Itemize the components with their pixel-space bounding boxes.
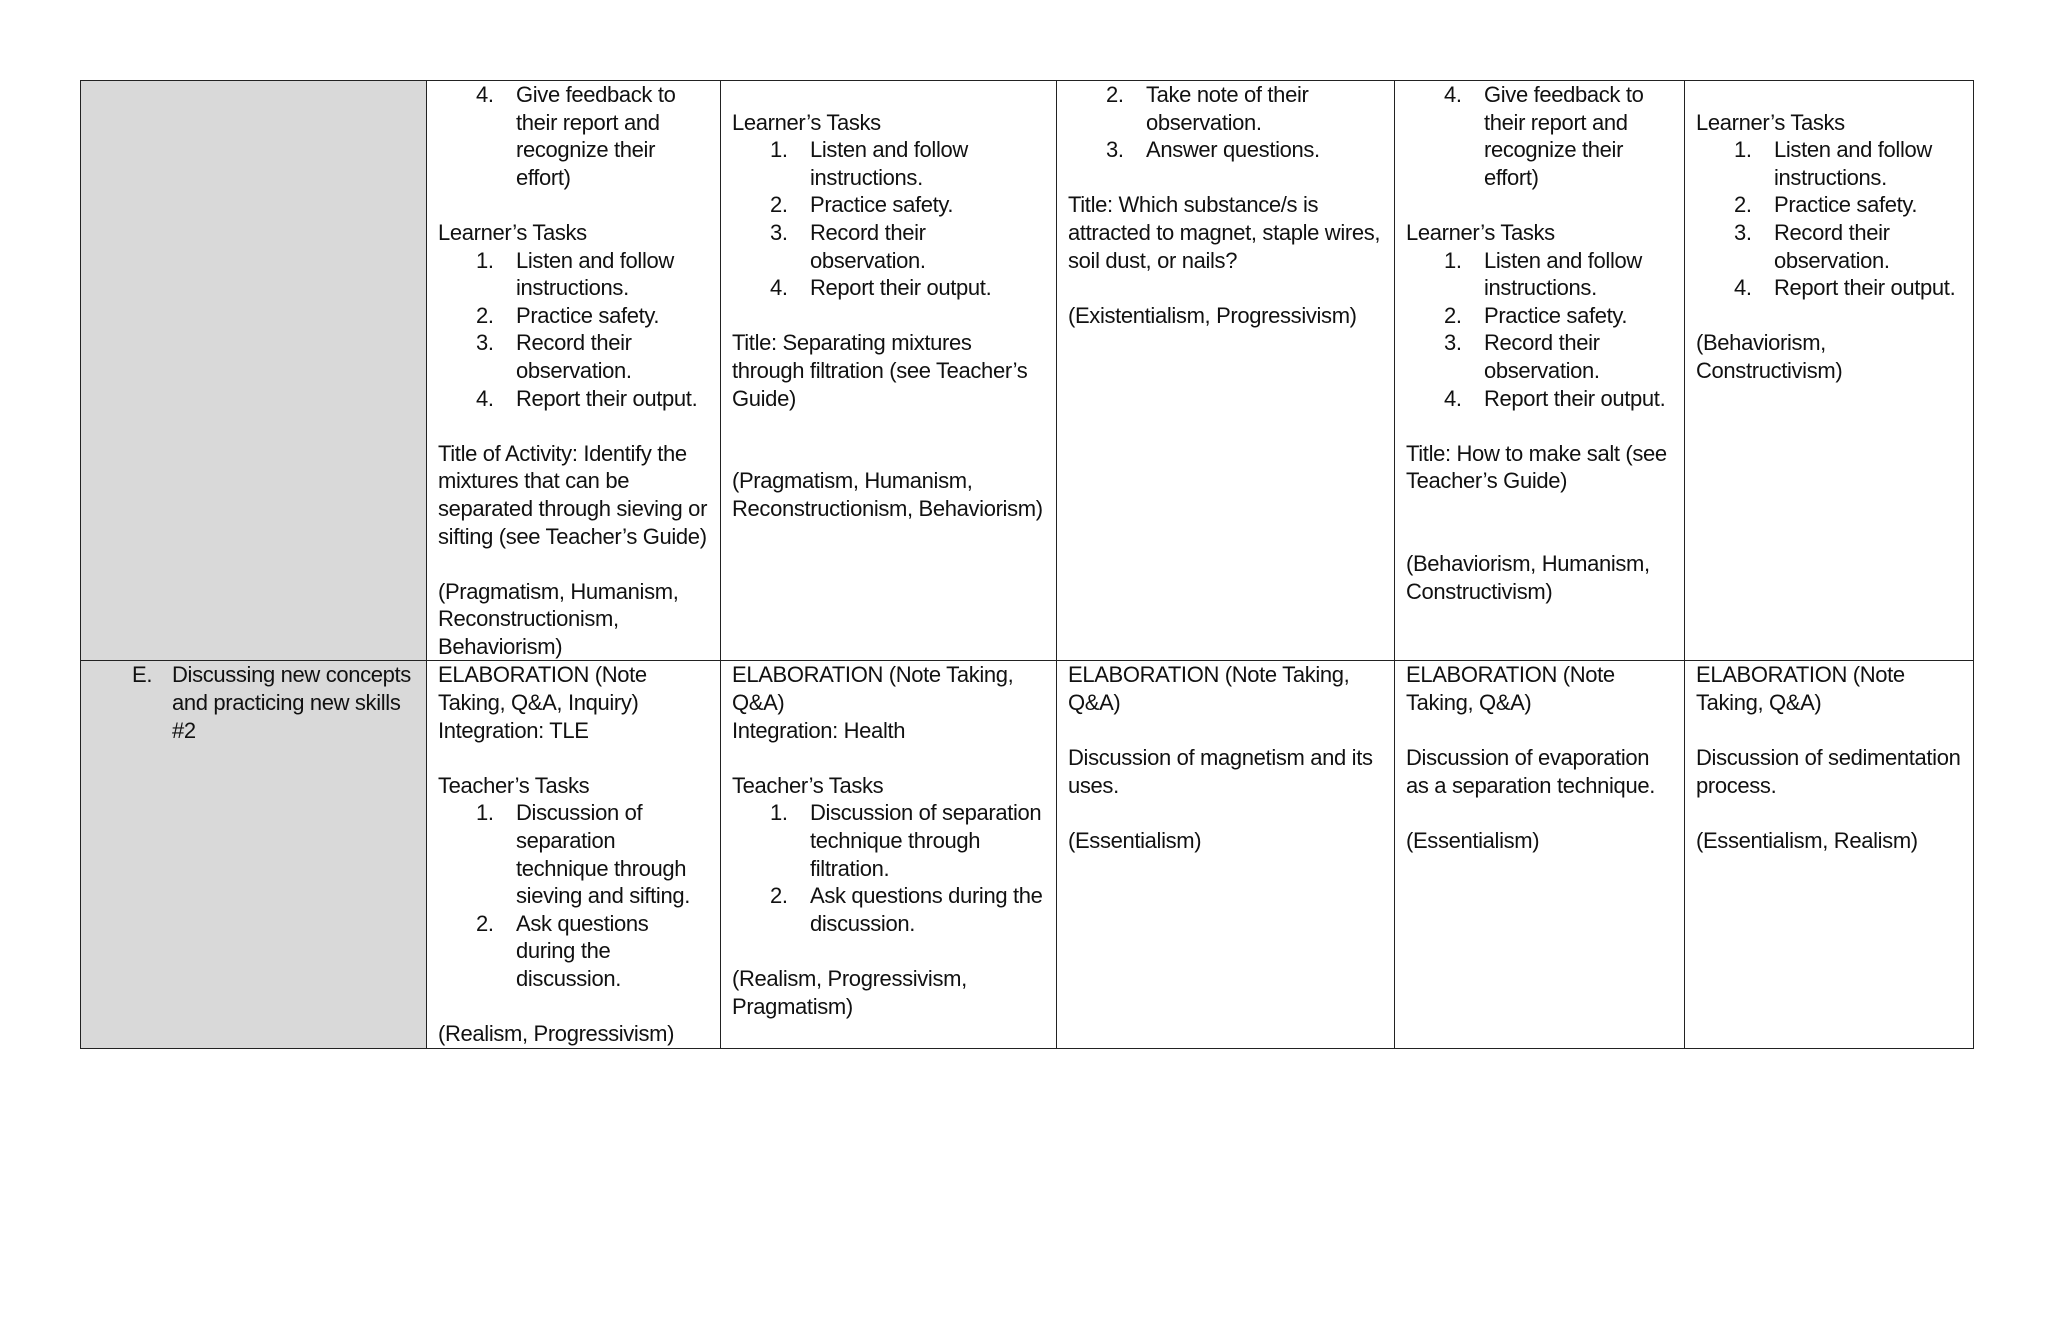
learners-tasks-heading: Learner’s Tasks <box>438 219 587 245</box>
cell-row1-col3 <box>1057 81 1395 661</box>
teacher-task-list <box>732 799 1046 937</box>
list-item: 4. Report their output. <box>1734 275 1956 301</box>
elaboration-heading: ELABORATION (Note Taking, Q&A) <box>1406 662 1621 716</box>
learner-task-list <box>732 136 1046 302</box>
philosophy-tags: (Essentialism) <box>1406 828 1540 854</box>
elaboration-heading: ELABORATION (Note Taking, Q&A) <box>1696 662 1911 716</box>
list-item: 1. Discussion of separation technique through filtration. <box>770 800 1042 881</box>
activity-title: Title: Separating mixtures through filtration (see Teacher’s Guide) <box>732 330 1034 411</box>
teacher-task-list-continued <box>1406 81 1674 191</box>
philosophy-tags: (Pragmatism, Humanism, Reconstructionism, Behaviorism) <box>438 578 685 659</box>
list-item: 2. Take note of their observation. <box>1106 82 1309 135</box>
list-item: 4. Report their output. <box>770 275 992 301</box>
list-item: 1. Listen and follow instructions. <box>1444 247 1642 301</box>
elaboration-heading: ELABORATION (Note Taking, Q&A) <box>1068 662 1356 716</box>
philosophy-tags: (Essentialism, Realism) <box>1696 828 1918 854</box>
learner-task-list <box>438 247 710 413</box>
learners-tasks-heading: Learner’s Tasks <box>732 109 881 135</box>
philosophy-tags: (Pragmatism, Humanism, Reconstructionism, Behaviorism) <box>732 468 1043 521</box>
list-item: 2. Practice safety. <box>1444 302 1628 328</box>
discussion-text: Discussion of sedimentation process. <box>1696 745 1967 798</box>
elaboration-heading: ELABORATION (Note Taking, Q&A) <box>732 662 1020 716</box>
list-item: 1. Listen and follow instructions. <box>770 137 968 190</box>
teachers-tasks-heading: Teacher’s Tasks <box>732 772 884 798</box>
learner-task-list <box>1406 247 1674 413</box>
list-item: 2. Ask questions during the discussion. <box>476 910 649 991</box>
list-item: 3. Answer questions. <box>1106 137 1320 163</box>
list-item: 3. Record their observation. <box>770 219 926 273</box>
list-item: 3. Record their observation. <box>1444 330 1600 383</box>
list-item: 4. Give feedback to their report and recognize their effort) <box>1444 82 1644 190</box>
table-row-continued <box>81 81 1974 661</box>
philosophy-tags: (Behaviorism, Constructivism) <box>1696 330 1843 383</box>
table-row-e <box>81 661 1974 1048</box>
learners-tasks-heading: Learner’s Tasks <box>1406 219 1555 245</box>
row-title: Discussing new concepts and practicing new skills #2 <box>172 662 411 743</box>
activity-title: Title: Which substance/s is attracted to magnet, staple wires, soil dust, or nails? <box>1068 192 1386 273</box>
list-item: 2. Practice safety. <box>770 192 954 218</box>
activity-title: Title: How to make salt (see Teacher’s Guide) <box>1406 440 1673 494</box>
row-label-cell <box>81 661 427 1048</box>
teachers-tasks-heading: Teacher’s Tasks <box>438 772 590 798</box>
philosophy-tags: (Existentialism, Progressivism) <box>1068 302 1357 328</box>
learner-task-list <box>1696 136 1963 302</box>
elaboration-heading: ELABORATION (Note Taking, Q&A, Inquiry) <box>438 662 653 716</box>
cell-row2-col1 <box>427 661 721 1048</box>
integration-text: Integration: Health <box>732 717 906 743</box>
philosophy-tags: (Behaviorism, Humanism, Constructivism) <box>1406 551 1656 604</box>
cell-row2-col4 <box>1395 661 1685 1048</box>
philosophy-tags: (Realism, Progressivism) <box>438 1021 675 1047</box>
cell-row2-col3 <box>1057 661 1395 1048</box>
list-item: 4. Give feedback to their report and recognize their effort) <box>476 82 676 190</box>
list-item: 2. Practice safety. <box>476 302 660 328</box>
learners-tasks-heading: Learner’s Tasks <box>1696 109 1845 135</box>
list-item: 3. Record their observation. <box>476 330 632 383</box>
cell-row1-col4 <box>1395 81 1685 661</box>
cell-row2-col5 <box>1685 661 1974 1048</box>
lesson-plan-table <box>80 80 1974 1049</box>
cell-row1-col5 <box>1685 81 1974 661</box>
philosophy-tags: (Realism, Progressivism, Pragmatism) <box>732 966 973 1019</box>
list-item: 4. Report their output. <box>476 385 698 411</box>
list-item: 4. Report their output. <box>1444 385 1666 411</box>
activity-title: Title of Activity: Identify the mixtures that can be separated through sieving or sifting (see Teacher’s Guide) <box>438 440 713 549</box>
list-item: 1. Discussion of separation technique through sieving and sifting. <box>476 800 690 909</box>
row-label <box>92 661 416 744</box>
list-item: 1. Listen and follow instructions. <box>1734 137 1932 190</box>
discussion-text: Discussion of magnetism and its uses. <box>1068 745 1379 798</box>
teacher-task-list <box>438 799 710 992</box>
list-item: 2. Ask questions during the discussion. <box>770 883 1043 936</box>
teacher-task-list-continued <box>438 81 710 191</box>
row-label-cell-empty <box>81 81 427 661</box>
philosophy-tags: (Essentialism) <box>1068 828 1202 854</box>
list-item: 3. Record their observation. <box>1734 219 1890 273</box>
list-item: 1. Listen and follow instructions. <box>476 247 674 301</box>
integration-text: Integration: TLE <box>438 717 589 743</box>
cell-row1-col2 <box>721 81 1057 661</box>
discussion-text: Discussion of evaporation as a separation technique. <box>1406 745 1655 798</box>
row-letter: E. <box>132 662 153 688</box>
cell-row2-col2 <box>721 661 1057 1048</box>
teacher-task-list-continued <box>1068 81 1384 164</box>
cell-row1-col1 <box>427 81 721 661</box>
list-item: 2. Practice safety. <box>1734 192 1918 218</box>
